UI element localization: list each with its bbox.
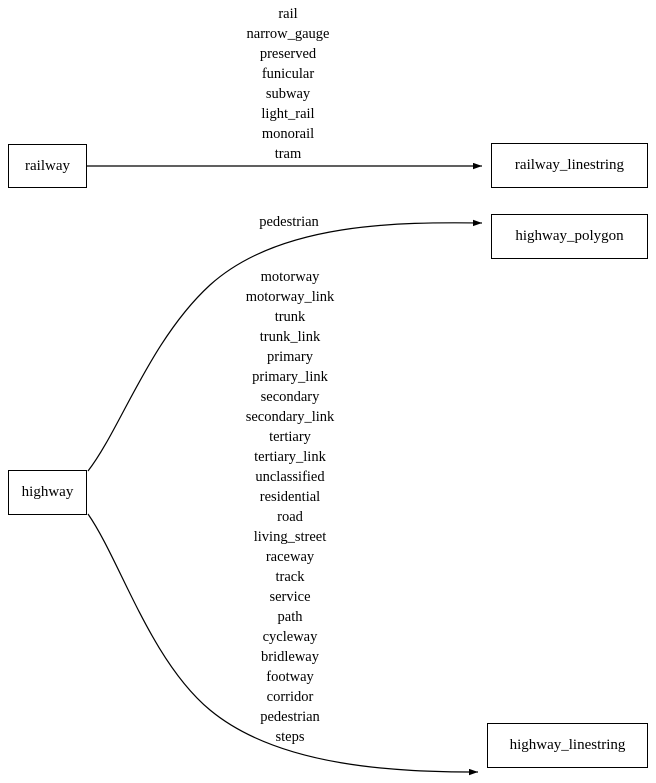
edge-label-line: unclassified	[255, 469, 325, 485]
edge-label-line: rail	[278, 6, 298, 22]
edge-label-railway	[188, 4, 388, 164]
edge-label-line: road	[277, 509, 303, 525]
edge-label-line: footway	[266, 669, 314, 685]
edge-label-line: primary	[267, 349, 313, 365]
edge-label-line: living_street	[253, 529, 327, 545]
edge-label-line: primary_link	[252, 369, 328, 385]
edge-label-line: trunk_link	[259, 329, 321, 345]
edge-label-line: cycleway	[262, 629, 318, 645]
edge-label-line: monorail	[261, 126, 315, 142]
edge-label-line: trunk	[274, 309, 306, 325]
edge-label-line: residential	[259, 489, 321, 505]
edge-label-line: tram	[274, 146, 302, 162]
node-highway-polygon[interactable]	[491, 214, 648, 259]
edge-label-line: narrow_gauge	[246, 26, 330, 42]
edge-label-line: subway	[265, 86, 311, 102]
edge-label-line: motorway	[260, 269, 320, 285]
edge-label-line: pedestrian	[259, 214, 319, 230]
node-label: railway_linestring	[514, 157, 625, 173]
node-railway-linestring[interactable]	[491, 143, 648, 188]
edge-label-line: pedestrian	[260, 709, 320, 725]
edge-label-line: path	[277, 609, 303, 625]
edge-label-line: secondary_link	[245, 409, 335, 425]
edge-label-line: tertiary	[269, 429, 311, 445]
edge-label-line: service	[269, 589, 311, 605]
edge-label-line: bridleway	[261, 649, 319, 665]
edge-label-line: tertiary_link	[254, 449, 326, 465]
node-label: railway	[25, 157, 70, 174]
node-label: highway_polygon	[515, 228, 624, 244]
edge-label-line: secondary	[260, 389, 320, 405]
edge-label-highway-linestring	[190, 267, 390, 747]
edge-label-line: funicular	[261, 66, 315, 82]
edge-label-line: motorway_link	[245, 289, 335, 305]
edge-label-line: light_rail	[261, 106, 315, 122]
edge-label-line: preserved	[259, 46, 317, 62]
edge-label-line: raceway	[265, 549, 315, 565]
node-railway[interactable]	[8, 144, 87, 188]
node-label: highway	[21, 484, 74, 500]
node-label: highway_linestring	[509, 737, 626, 753]
edge-label-line: track	[275, 569, 305, 585]
node-highway-linestring[interactable]	[487, 723, 648, 768]
edge-label-line: corridor	[266, 689, 314, 705]
edge-label-highway-polygon	[189, 212, 389, 232]
node-highway[interactable]	[8, 470, 87, 515]
edge-label-line: steps	[275, 729, 305, 745]
